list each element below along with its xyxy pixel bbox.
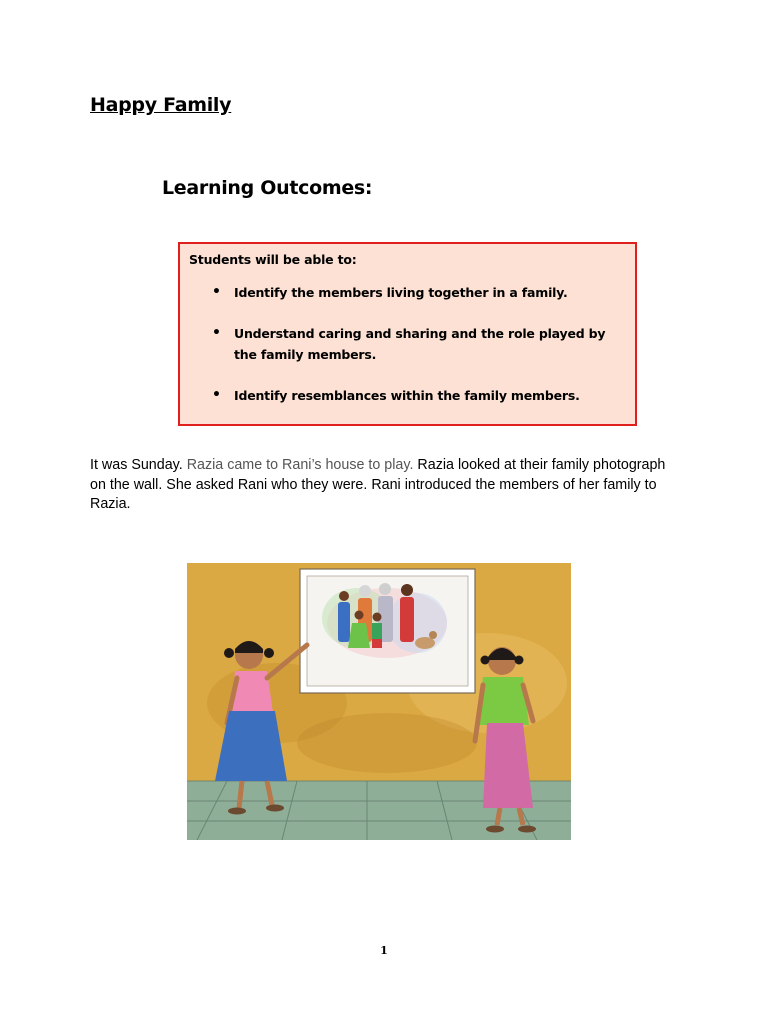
family-photo-illustration bbox=[187, 563, 571, 840]
outcome-item: • Understand caring and sharing and the role played by the family members. bbox=[212, 325, 606, 362]
page-number: 1 bbox=[380, 944, 388, 957]
bullet-icon: • bbox=[212, 325, 221, 341]
outcome-item: • Identify resemblances within the family members. bbox=[234, 385, 614, 406]
outcomes-heading: Students will be able to: bbox=[189, 252, 357, 267]
bullet-icon: • bbox=[212, 387, 221, 403]
document-title: Happy Family bbox=[90, 94, 232, 116]
learning-outcomes-box bbox=[178, 242, 637, 426]
outcome-item: • Identify the members living together in a family. bbox=[234, 282, 614, 303]
wall-photograph bbox=[300, 569, 475, 693]
bullet-icon: • bbox=[212, 284, 221, 300]
section-heading: Learning Outcomes: bbox=[162, 177, 373, 199]
story-paragraph: It was Sunday. Razia came to Rani’s house to play. Razia looked at their family photograph on the wall. She asked Rani who they were. Rani introduced the members of her family to Razia. bbox=[90, 457, 666, 512]
